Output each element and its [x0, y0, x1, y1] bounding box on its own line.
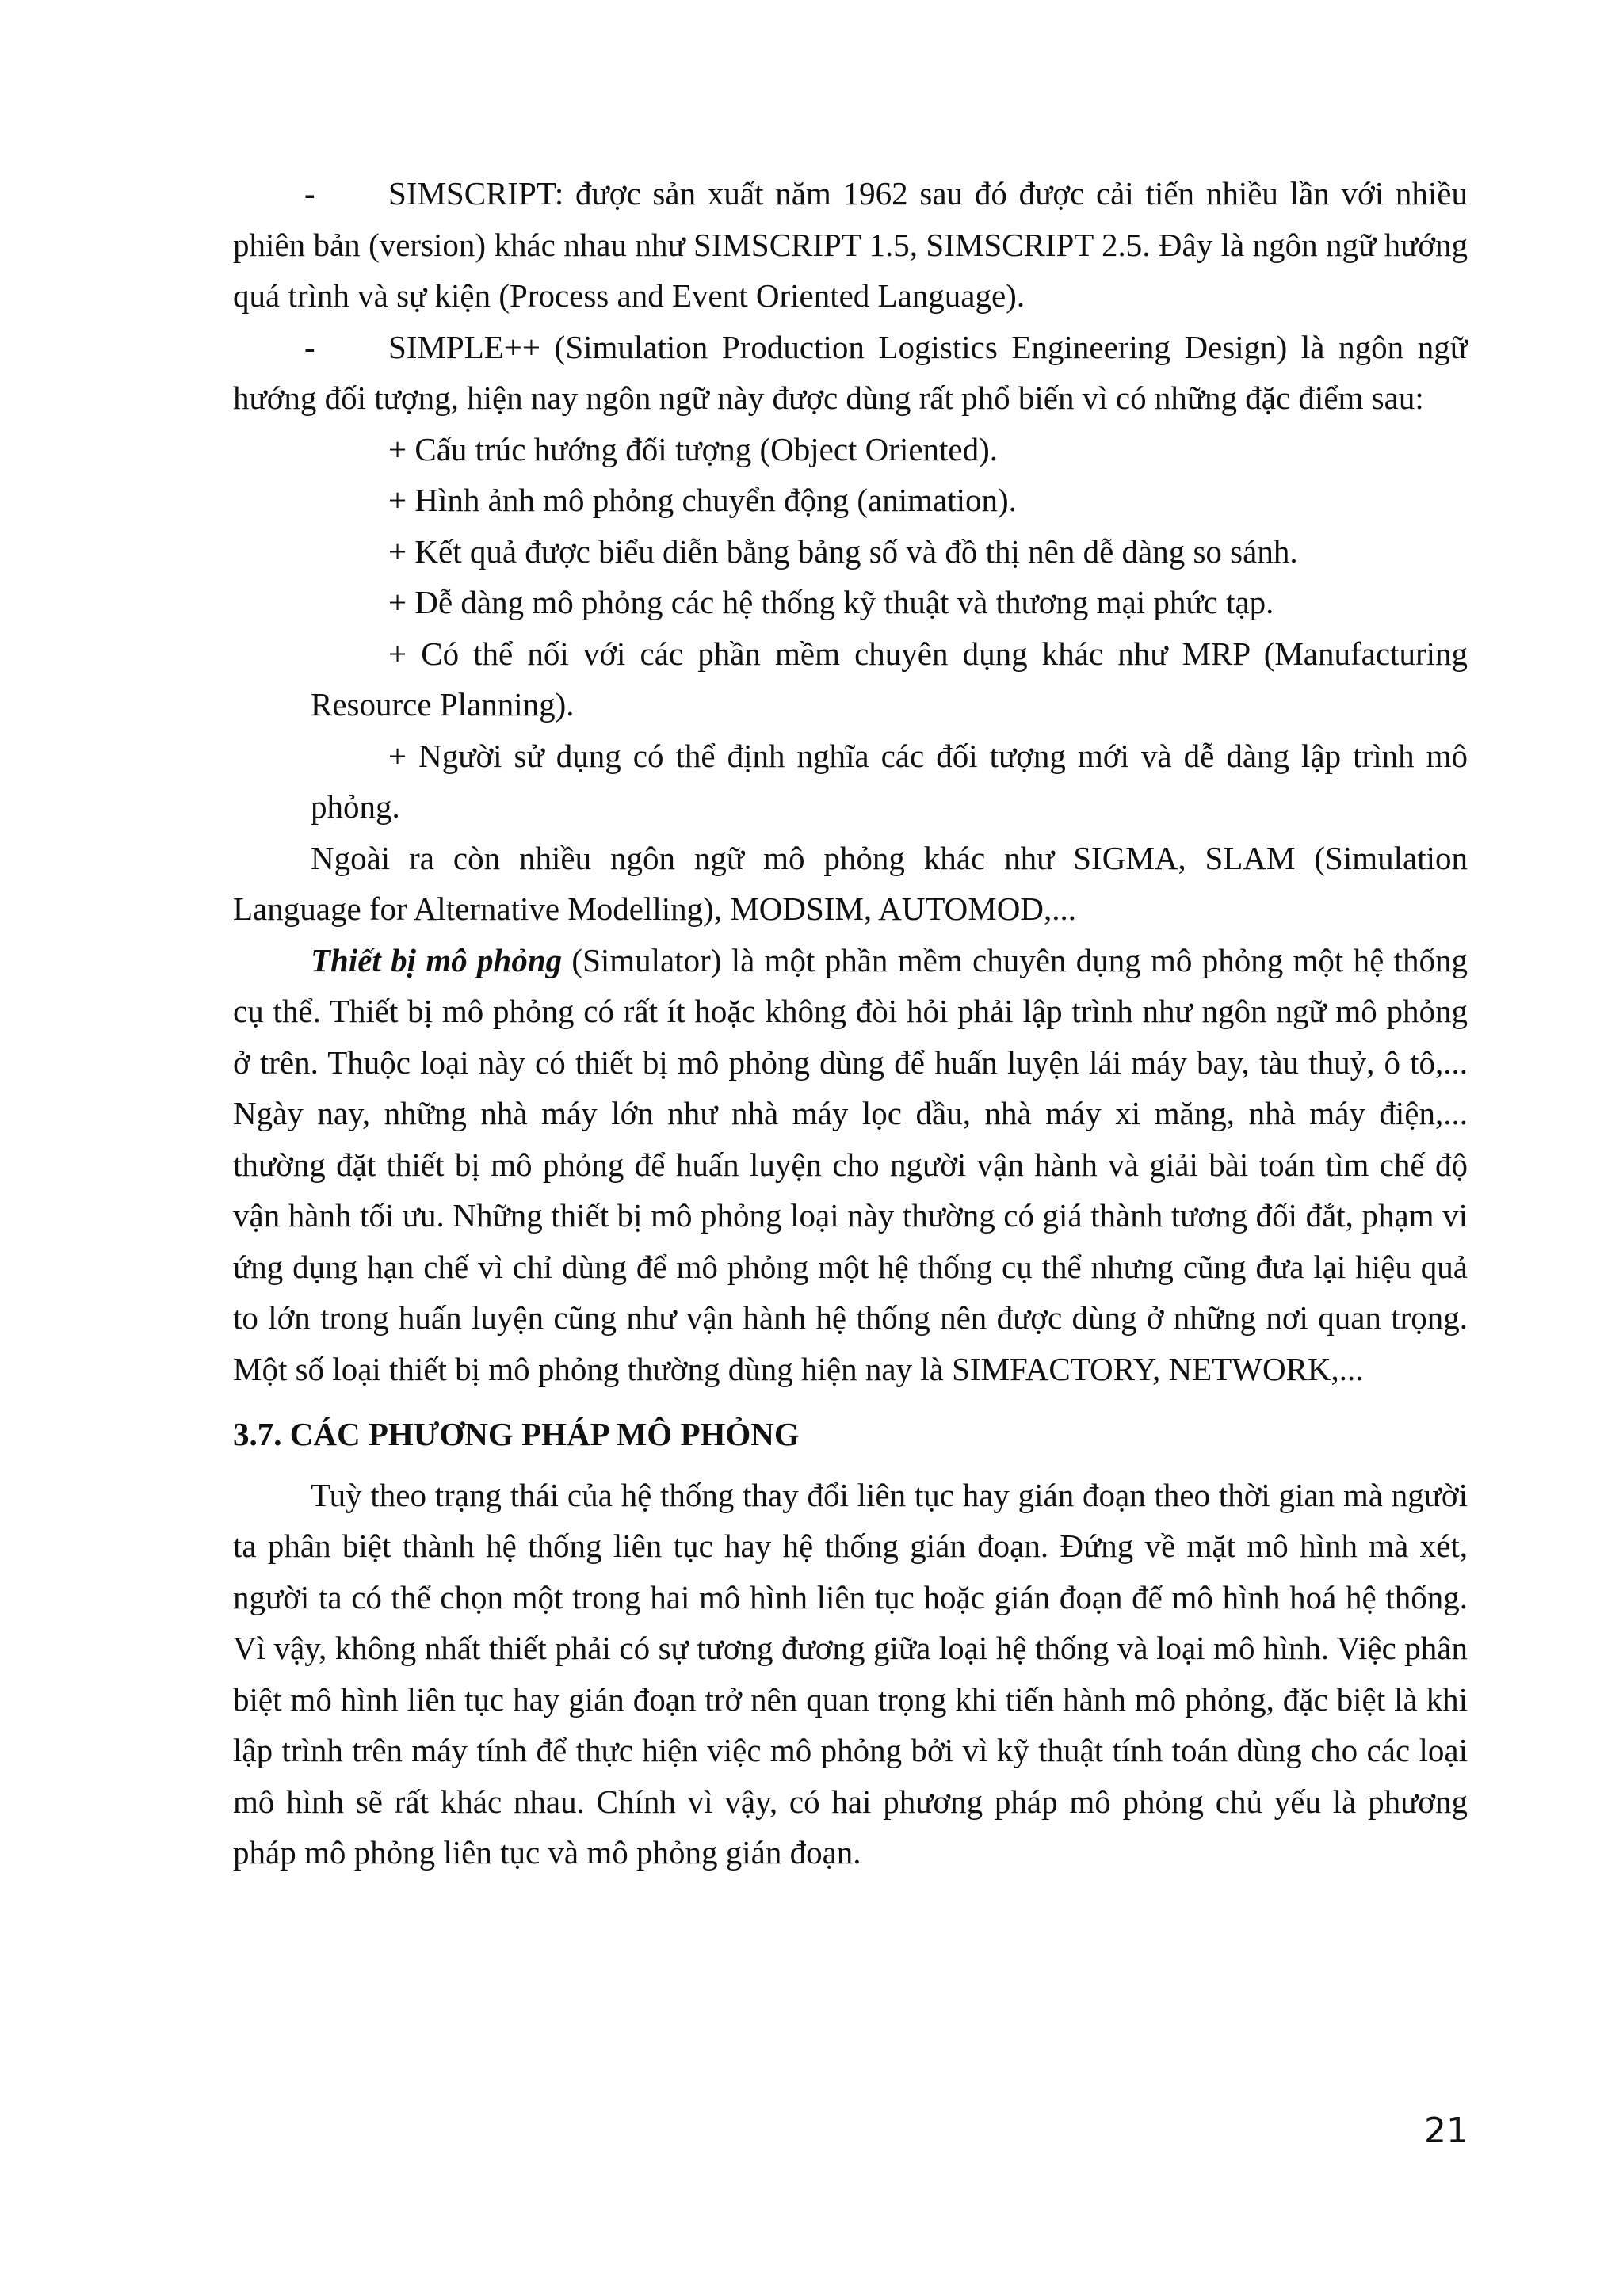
- simple-text: SIMPLE++ (Simulation Production Logistics Engineering Design) là ngôn ngữ hướng đối tượng, hiện nay ngôn ngữ này được dùng rất phổ biến vì có những đặc điểm sau:: [233, 328, 1468, 416]
- dash-marker: -: [304, 328, 315, 365]
- simulator-text: (Simulator) là một phần mềm chuyên dụng mô phỏng một hệ thống cụ thể. Thiết bị mô phỏng có rất ít hoặc không đòi hỏi phải lập trình như ngôn ngữ mô phỏng ở trên. Thuộc loại này có thiết bị mô phỏng dùng để huấn luyện lái máy bay, tàu thuỷ, ô tô,... Ngày nay, những nhà máy lớn như nhà máy lọc dầu, nhà máy xi măng, nhà máy điện,... thường đặt thiết bị mô phỏng để huấn luyện cho người vận hành và giải bài toán tìm chế độ vận hành tối ưu. Những thiết bị mô phỏng loại này thường có giá thành tương đối đắt, phạm vi ứng dụng hạn chế vì chỉ dùng để mô phỏng một hệ thống cụ thể nhưng cũng đưa lại hiệu quả to lớn trong huấn luyện cũng như vận hành hệ thống nên được dùng ở những nơi quan trọng. Một số loại thiết bị mô phỏng thường dùng hiện nay là SIMFACTORY, NETWORK,...: [233, 941, 1468, 1387]
- simulator-term: Thiết bị mô phỏng: [311, 941, 563, 978]
- feature-item: + Người sử dụng có thể định nghĩa các đối tượng mới và dễ dàng lập trình mô phỏng.: [311, 737, 1468, 825]
- simulator-paragraph: [233, 935, 1468, 1395]
- list-item-simscript: [233, 168, 1468, 322]
- section-paragraph: Tuỳ theo trạng thái của hệ thống thay đổi liên tục hay gián đoạn theo thời gian mà người ta phân biệt thành hệ thống liên tục hay hệ thống gián đoạn. Đứng về mặt mô hình mà xét, người ta có thể chọn một trong hai mô hình liên tục hoặc gián đoạn để mô hình hoá hệ thống. Vì vậy, không nhất thiết phải có sự tương đương giữa loại hệ thống và loại mô hình. Việc phân biệt mô hình liên tục hay gián đoạn trở nên quan trọng khi tiến hành mô phỏng, đặc biệt là khi lập trình trên máy tính để thực hiện việc mô phỏng bởi vì kỹ thuật tính toán dùng cho các loại mô hình sẽ rất khác nhau. Chính vì vậy, có hai phương pháp mô phỏng chủ yếu là phương pháp mô phỏng liên tục và mô phỏng gián đoạn.: [233, 1476, 1468, 1871]
- section-heading: 3.7. CÁC PHƯƠNG PHÁP MÔ PHỎNG: [233, 1416, 800, 1452]
- feature-item: + Hình ảnh mô phỏng chuyển động (animation).: [388, 482, 1017, 518]
- page-body: [233, 168, 1468, 1878]
- other-languages-paragraph: Ngoài ra còn nhiều ngôn ngữ mô phỏng khác như SIGMA, SLAM (Simulation Language for Alternative Modelling), MODSIM, AUTOMOD,...: [233, 839, 1468, 927]
- feature-item: + Kết quả được biểu diễn bằng bảng số và đồ thị nên dễ dàng so sánh.: [388, 532, 1298, 570]
- list-item-simple: [233, 322, 1468, 424]
- dash-marker: -: [304, 175, 315, 212]
- simscript-text: SIMSCRIPT: được sản xuất năm 1962 sau đó được cải tiến nhiều lần với nhiều phiên bản (version) khác nhau như SIMSCRIPT 1.5, SIMSCRIPT 2.5. Đây là ngôn ngữ hướng quá trình và sự kiện (Process and Event Oriented Language).: [233, 175, 1468, 314]
- feature-item: + Có thể nối với các phần mềm chuyên dụng khác như MRP (Manufacturing Resource Planning).: [311, 635, 1468, 723]
- feature-item: + Dễ dàng mô phỏng các hệ thống kỹ thuật và thương mại phức tạp.: [388, 584, 1274, 620]
- page-number: 21: [1424, 2111, 1468, 2151]
- feature-item: + Cấu trúc hướng đối tượng (Object Oriented).: [388, 430, 999, 467]
